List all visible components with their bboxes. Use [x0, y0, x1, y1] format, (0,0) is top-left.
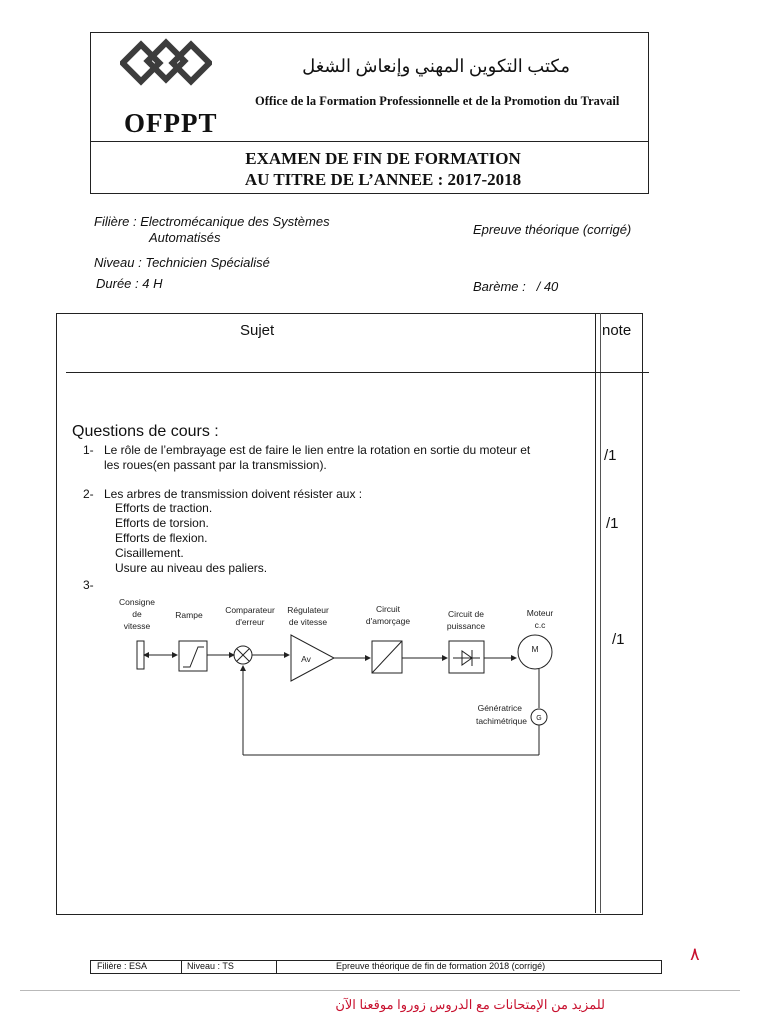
label-generatrice-2: tachimétrique — [475, 716, 527, 726]
motor-symbol-label: M — [531, 644, 539, 654]
duree-label: Durée : — [96, 276, 139, 291]
page-number: ٨ — [690, 944, 700, 964]
bareme-label: Barème : — [473, 279, 526, 294]
q3-number: 3- — [83, 578, 94, 592]
label-regulateur-2: de vitesse — [288, 617, 328, 627]
filiere-value-line2: Automatisés — [149, 230, 221, 245]
q1-score: /1 — [604, 447, 617, 464]
label-puissance-1: Circuit de — [448, 609, 484, 619]
label-consigne-1: Consigne — [119, 597, 155, 607]
tacho-symbol-label: G — [536, 715, 542, 722]
q1-number: 1- — [83, 443, 94, 457]
bareme-value: / 40 — [536, 279, 559, 294]
footer-niveau: Niveau : TS — [187, 961, 234, 971]
footer-title: Epreuve théorique de fin de formation 2018 (corrigé) — [336, 961, 546, 971]
label-amorcage-2: d'amorçage — [365, 616, 411, 626]
sujet-header: Sujet — [240, 322, 275, 339]
q1-line2: les roues(en passant par la transmission). — [104, 458, 327, 472]
puissance-block — [449, 641, 484, 673]
filiere-field — [94, 214, 330, 229]
filiere-label: Filière : — [94, 214, 137, 229]
header-divider — [91, 141, 648, 142]
office-name: Office de la Formation Professionnelle et de la Promotion du Travail — [255, 94, 620, 108]
brand-name: OFPPT — [124, 108, 218, 138]
ofppt-logo — [120, 36, 212, 94]
exam-title — [90, 148, 676, 190]
table-header-divider — [66, 372, 649, 373]
label-generatrice-1: Génératrice — [477, 703, 522, 713]
niveau-label: Niveau : — [94, 255, 142, 270]
label-moteur-2: c.c — [534, 620, 546, 630]
regulator-symbol-label: Av — [301, 654, 311, 664]
label-comparateur-1: Comparateur — [225, 605, 275, 615]
q2-intro: Les arbres de transmission doivent résister aux : — [104, 487, 363, 501]
footer-bar — [90, 960, 662, 974]
regulator-amplifier — [291, 635, 334, 681]
epreuve-type: Epreuve théorique (corrigé) — [473, 222, 632, 237]
filiere-value: Electromécanique des Systèmes — [140, 214, 330, 229]
q2-item-2: Efforts de torsion. — [115, 516, 209, 530]
niveau-value: Technicien Spécialisé — [145, 255, 270, 270]
q2-list — [115, 501, 267, 576]
niveau-field — [94, 255, 270, 270]
q2-score: /1 — [606, 515, 619, 532]
footer-separator-1 — [181, 961, 182, 973]
exam-title-line2: AU TITRE DE L’ANNEE : 2017-2018 — [244, 170, 522, 189]
label-moteur-1: Moteur — [526, 608, 554, 618]
table-column-divider-inner — [600, 313, 601, 913]
consigne-potentiometer — [137, 641, 144, 669]
arabic-org-name: مكتب التكوين المهني وإنعاش الشغل — [302, 56, 570, 76]
q3-score: /1 — [612, 631, 625, 648]
q1-line1: Le rôle de l’embrayage est de faire le lien entre la rotation en sortie du moteur et — [104, 443, 531, 457]
bareme-field — [473, 279, 558, 294]
section-title: Questions de cours : — [72, 423, 219, 440]
rampe-symbol — [183, 647, 204, 667]
speed-control-block-diagram — [110, 594, 570, 764]
label-amorcage-1: Circuit — [375, 604, 401, 614]
bottom-rule — [20, 990, 740, 991]
promo-text[interactable]: للمزيد من الإمتحانات مع الدروس زوروا موقعنا الآن — [335, 997, 605, 1012]
table-column-divider — [595, 313, 596, 913]
label-consigne-2: de — [132, 609, 142, 619]
duree-value: 4 H — [142, 276, 163, 291]
q2-item-5: Usure au niveau des paliers. — [115, 561, 268, 575]
label-comparateur-2: d'erreur — [235, 617, 265, 627]
footer-filiere: Filière : ESA — [97, 961, 148, 971]
label-rampe: Rampe — [175, 610, 203, 620]
label-consigne-3: vitesse — [123, 621, 151, 631]
note-header: note — [602, 322, 632, 339]
q2-item-4: Cisaillement. — [115, 546, 184, 560]
q1-text — [104, 443, 530, 473]
label-regulateur-1: Régulateur — [287, 605, 329, 615]
duree-field — [96, 276, 163, 291]
exam-title-line1: EXAMEN DE FIN DE FORMATION — [245, 149, 521, 168]
q2-item-1: Efforts de traction. — [115, 501, 213, 515]
footer-separator-2 — [276, 961, 277, 973]
q2-number: 2- — [83, 487, 94, 501]
q2-item-3: Efforts de flexion. — [115, 531, 208, 545]
label-puissance-2: puissance — [446, 621, 486, 631]
